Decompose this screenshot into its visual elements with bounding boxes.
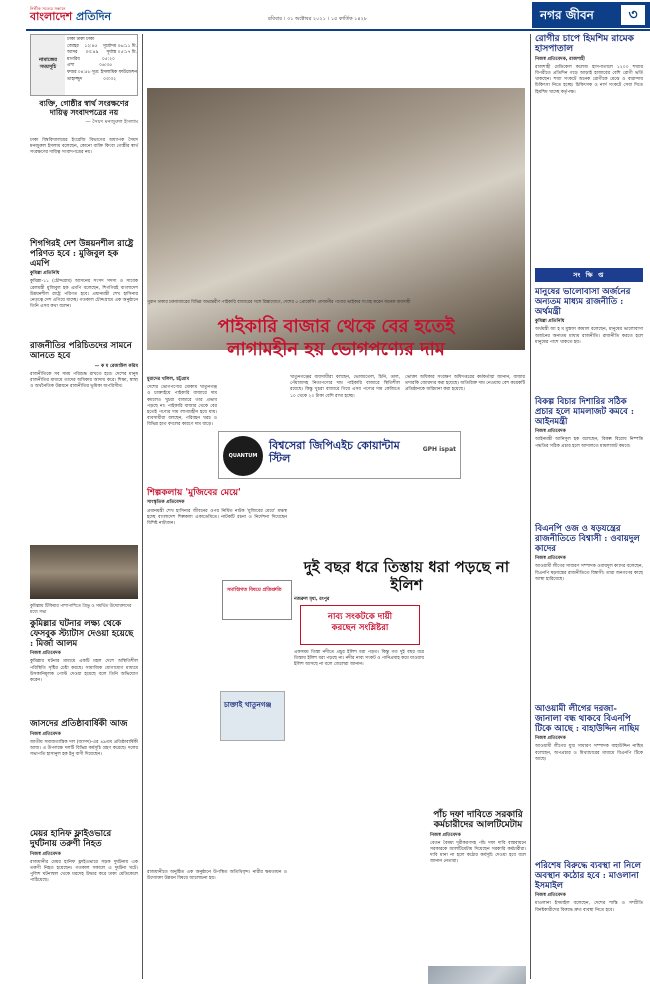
article-shigir — [30, 240, 138, 311]
market-headline-line1: পাইকারি বাজার থেকে বের হতেই — [217, 316, 455, 337]
article-body: মাওলানা ইসমাইল বলেছেন, দেশের শান্তি ও সম্প্রীতি বিনষ্টকারীদের বিরুদ্ধে দ্রুত ব্যবস্থা নিতে হবে। — [535, 901, 643, 913]
article-market-col3 — [405, 375, 525, 394]
article-byline: মুরাদের খলিল, চট্টগ্রাম — [147, 377, 190, 382]
article-body: অর্থমন্ত্রী আ হ ম মুস্তফা কামাল বলেছেন, মানুষের ভালোবাসা অর্জনের অন্যতম মাধ্যম রাজনীতি। রাজনীতি করতে হলে মানুষের পাশে থাকতে হয়। — [535, 327, 643, 345]
article-byline: নিজস্ব প্রতিবেদক — [30, 731, 61, 737]
photo-caption: কুমিল্লায় টিকিয়ার পাশাপাশিতে ত্রিভু ও সমর্থিত উদ্যোক্তাদের মধ্যে সভা — [30, 604, 132, 615]
quote-box — [30, 100, 138, 134]
article-body: বেতন বৈষম্য দূরীকরণসহ পাঁচ দফা দাবি বাস্তবায়নে সরকারকে আলটিমেটাম দিয়েছেন সরকারি কর্মচারীরা। দাবি মানা না হলে কঠোর কর্মসূচি দেওয়া হবে বলে জানান নেতারা। — [430, 840, 526, 865]
market-photo — [147, 88, 525, 350]
article-byline: — ক ম রেজাউল করিম — [94, 363, 138, 369]
article-byline: নিজস্ব প্রতিবেদক — [535, 893, 566, 899]
article-shilpakala — [147, 488, 287, 527]
article-market — [147, 375, 217, 429]
gph-brand: GPH ispat — [422, 446, 456, 453]
article-manush — [535, 288, 643, 346]
inset-label: চাক্তাই খাতুনগঞ্জ — [224, 700, 272, 709]
section-title: নগর জীবন — [540, 8, 594, 22]
article-headline: রাজনীতির পরিচিতদের সামনে আনতে হবে — [30, 341, 132, 361]
article-byline: নিজস্ব প্রতিবেদক — [535, 429, 566, 435]
article-headline: মেয়র হানিফ ফ্লাইওভারে দুর্ঘটনায় তরুণী নিহত — [30, 829, 112, 849]
sankshipta-banner: সং ক্ষি প্ত — [535, 268, 643, 282]
article-body: খাতুনগঞ্জের ব্যবসায়ীরা বলছেন, ভোজ্যতেল, চিনি, ডাল, পেঁয়াজসহ নিত্যপণ্যের দাম পাইকারি বাজারে স্থিতিশীল রয়েছে। কিন্তু খুচরা বাজারে গিয়ে এসব পণ্যের দাম কেজিতে ১০ থেকে ২০ টাকা বেশি রাখা হচ্ছে। — [290, 375, 400, 399]
logo-tagline: নির্ভীক সত্যের সন্ধানে — [30, 6, 66, 11]
article-byline: নিজস্ব প্রতিবেদক — [535, 556, 566, 562]
article-body: ঢাকা বিশ্ববিদ্যালয়ের ইংরেজি বিভাগের অধ্যাপক সৈয়দ মনজুরুল ইসলাম বলেছেন, কোনো ব্যক্তি কিংবা গোষ্ঠীর স্বার্থ সংরক্ষণের দায়িত্ব সংবাদপত্রের নয়। — [30, 138, 138, 156]
ilish-sidebar-line2: করছেন সংশ্লিষ্টরা — [331, 623, 389, 634]
article-headline: শিগগিরই দেশ উন্নয়নশীল রাষ্ট্রে পরিণত হবে : মুজিবুল হক এমপি — [30, 239, 134, 269]
prayer-row: আসর ০৩:৪৯ সূর্যাস্ত ০৫:১৭ মি. — [67, 50, 137, 56]
article-headline: পরিশেষ বিরুদ্ধে ব্যবস্থা না নিলে অবস্থান কঠোর হবে : মাওলানা ইসমাইল — [535, 861, 641, 891]
quote-text: ব্যক্তি, গোষ্ঠীর স্বার্থ সংরক্ষণের দায়িত্ব সংবাদপত্রের নয় — [39, 99, 129, 117]
fish-photo — [428, 966, 526, 984]
article-body: রাজধানীর মেয়র হানিফ ফ্লাইওভারে সড়ক দুর্ঘটনায় এক তরুণী নিহত হয়েছেন। গতকাল সকালে এ দুর্ঘটনা ঘটে। পুলিশ ঘটনাস্থল থেকে মরদেহ উদ্ধার করে ঢাকা মেডিকেলে পাঠিয়েছে। — [30, 859, 138, 884]
prayer-row: মাগরিব ০৫:২০ — [67, 56, 115, 62]
article-ilish-body — [294, 650, 424, 669]
article-body: একসময় তিস্তা নদীতে প্রচুর ইলিশ ধরা পড়ত। কিন্তু গত দুই বছর ধরে তিস্তায় ইলিশ ধরা পড়ছে না। নদীর নাব্য সংকট ও পানিপ্রবাহ কমে যাওয়ায় ইলিশ আসছে না বলে জেলেরা জানান। — [294, 650, 424, 668]
market-inset — [220, 691, 285, 741]
article-headline: কুমিল্লার ঘটনার লক্ষ্য থেকে ফেসবুক স্ট্যাটাস দেওয়া হয়েছে : মির্জা আলম — [30, 619, 134, 649]
column-divider — [530, 34, 531, 979]
article-byline: নিজস্ব প্রতিবেদক — [30, 851, 61, 857]
article-paribesh — [535, 862, 643, 914]
group-photo-text — [147, 870, 287, 882]
prayer-row: জোহর ১২:৪৫ সূর্যোদয় ০৬:১১ মি. — [67, 43, 137, 49]
hospital-ad-text: সমাপ্তিগত বিষয়ে প্রতিশ্রুতি — [227, 587, 282, 593]
gph-advertisement[interactable] — [218, 431, 461, 479]
comilla-photo — [30, 545, 138, 599]
dateline: রবিবার । ৩১ অক্টোবর ২০২১ । ১৫ কার্তিক ১৪২৮ — [268, 16, 368, 22]
article-headline: পাঁচ দফা দাবিতে সরকারি কর্মচারীদের আলটিমেটাম — [433, 810, 523, 831]
article-bnp2 — [535, 705, 643, 763]
article-rajniti — [30, 342, 138, 390]
article-byline: সাংস্কৃতিক প্রতিবেদক — [147, 500, 185, 506]
page-number: ৩ — [621, 5, 645, 25]
column-divider — [142, 34, 143, 979]
article-body: কুমিল্লার ঘটনার মাধ্যমে একটি মহল দেশে অস্থিতিশীল পরিস্থিতি সৃষ্টির চেষ্টা করছে। সামাজিক যোগাযোগ মাধ্যমে উসকানিমূলক পোস্ট দেওয়া হয়েছে বলে তিনি অভিযোগ করেন। — [30, 659, 138, 684]
article-body: আওয়ামী লীগের যুগ্ম সাধারণ সম্পাদক বাহাউদ্দিন নাছিম বলেছেন, অপপ্রচার ও মিথ্যাচারের মাধ্যমে বিএনপি টিকে আছে। — [535, 744, 643, 762]
article-mayor — [30, 830, 138, 885]
article-byline: নিজস্ব প্রতিবেদক — [535, 736, 566, 742]
article-headline: বিকল্প বিচার দিশারির সঠিক প্রচার হলে মামলাজট কমবে : আইনমন্ত্রী — [535, 397, 635, 427]
article-headline: শিল্পকলায় 'মুজিবের মেয়ে' — [147, 488, 241, 498]
newspaper-logo — [30, 6, 124, 24]
article-byline: নিজস্ব প্রতিবেদক, রাজশাহী — [535, 56, 585, 62]
article-body: প্রধানমন্ত্রী শেখ হাসিনার জীবনের ওপর নির্মিত নাটক 'মুজিবের মেয়ে' মঞ্চস্থ হচ্ছে বাংলাদেশ শিল্পকলা একাডেমিতে। নাটকটি রচনা ও নির্দেশনা দিয়েছেন বিশিষ্ট নাট্যজন। — [147, 508, 287, 526]
article-ilish — [294, 595, 384, 605]
prayer-row: ফজর ০৪:৫৮ সূত্র: ইসলামিক ফাউন্ডেশন — [67, 70, 137, 76]
article-byline: নিজস্ব প্রতিবেদক — [30, 651, 61, 657]
article-headline: রোগীর চাপে হিমশিম রামেক হাসপাতাল — [535, 34, 634, 55]
article-body: রাজশাহী মেডিকেল কলেজ হাসপাতালে ১২০০ শয্যার বিপরীতে প্রতিদিন গড়ে আড়াই হাজারের বেশি রোগী ভর্তি থাকছেন। শয্যা সংকটে অনেক রোগীকে মেঝে ও বারান্দায় চিকিৎসা নিতে হচ্ছে। চিকিৎসক ও নার্স সংকটে সেবা দিতে হিমশিম খাচ্ছে কর্তৃপক্ষ। — [535, 64, 643, 95]
ilish-sidebar — [300, 605, 420, 645]
logo-name: বাংলাদেশ প্রতিদিন — [30, 10, 112, 24]
article-body: দেশের ভোগপণ্যের মোকাম খাতুনগঞ্জ ও চাক্তাইয়ে পাইকারি বাজারে দাম কমলেও খুচরা বাজারে তার প্রভাব পড়ছে না। পাইকারি বাজার থেকে বের হতেই পণ্যের দাম লাগামহীন হয়ে যায়। ব্যবসায়ীরা বলছেন, পরিবহন খরচ ও বিভিন্ন হাত বদলের কারণে দাম বাড়ে। — [147, 385, 217, 428]
article-byline: কুমিল্লা প্রতিনিধি — [30, 271, 60, 277]
article-hospital — [535, 34, 643, 96]
article-jashod — [30, 720, 138, 759]
article-byline: কুমিল্লা প্রতিনিধি — [535, 319, 565, 325]
article-body: ভোক্তা অধিকার সংরক্ষণ অধিদপ্তরের কর্মকর্তারা জানান, বাজার তদারকি জোরদার করা হয়েছে। অতিরিক্ত দাম নেওয়ায় বেশ কয়েকটি প্রতিষ্ঠানকে জরিমানা করা হয়েছে। — [405, 375, 525, 393]
prayer-row: তাহাজ্জুদ ০৩:৩২ — [67, 76, 116, 82]
prayer-row: এশা ০৬:৩৫ — [67, 63, 113, 69]
market-headline-line2: লাগামহীন হয় ভোগপণ্যের দাম — [227, 338, 445, 360]
gph-ad-text: বিশ্বসেরা জিপিএইচ কোয়ান্টাম স্টিল — [269, 439, 400, 465]
article-body: রাজনীতিকে সব সময় পরিশুদ্ধ রাখতে হবে। দেশের মানুষ রাজনীতির মাধ্যমে তাদের অধিকার আদায় করে। শিক্ষা, স্বাস্থ্য ও অর্থনৈতিক উন্নয়নে রাজনীতির ভূমিকা অপরিসীম। — [30, 371, 138, 390]
section-badge — [532, 2, 650, 28]
article-byline: নজরুল মৃধা, রংপুর — [294, 597, 330, 602]
article-market-col2 — [290, 375, 400, 400]
article-comilla — [30, 620, 138, 684]
hospital-ad[interactable] — [222, 580, 292, 620]
prayer-title: নামাজের সময়সূচি — [31, 35, 65, 95]
article-headline: জাসদের প্রতিষ্ঠাবার্ষিকী আজ — [30, 719, 128, 729]
article-headline: বিএনপি ওজ ও ষড়যন্ত্রের রাজনীতিতে বিশ্বাসী : ওবায়দুল কাদের — [535, 524, 640, 554]
article-promotion — [430, 810, 526, 866]
article-left-1 — [30, 138, 138, 157]
prayer-header: ঢাকা ঢাকা ঢাকা — [67, 37, 95, 42]
article-byline: নিজস্ব প্রতিবেদক — [430, 832, 461, 838]
ilish-headline: দুই বছর ধরে তিস্তায় ধরা পড়ছে না ইলিশ — [303, 558, 510, 594]
article-headline: মানুষের ভালোবাসা অর্জনের অন্যতম মাধ্যম রাজনীতি : অর্থমন্ত্রী — [535, 287, 631, 317]
article-headline: আওয়ামী লীগের দরজা-জানালা বন্ধ থাকবে বিএনপি টিকে আছে : বাহাউদ্দিন নাছিম — [535, 704, 640, 734]
quote-author: — সৈয়দ মনজুরুল ইসলাম — [85, 119, 138, 126]
prayer-table — [67, 37, 137, 83]
prayer-times-box — [30, 34, 138, 96]
masthead-rule — [26, 29, 650, 31]
market-headline — [147, 316, 525, 368]
article-bikalpa — [535, 398, 643, 450]
article-body: জাতীয় সমাজতান্ত্রিক দল (জাসদ)-এর ৪৯তম প্রতিষ্ঠাবার্ষিকী আজ। এ উপলক্ষে দলটি বিভিন্ন কর্মসূচি গ্রহণ করেছে। দলের সভাপতি হাসানুল হক ইনু বাণী দিয়েছেন। — [30, 739, 138, 758]
ilish-sidebar-line1: নাব্য সংকটকে দায়ী — [327, 612, 393, 622]
article-bnp1 — [535, 525, 643, 583]
article-body: কুমিল্লা-১১ (চৌদ্দগ্রাম) আসনের সংসদ সদস্য ও সাবেক রেলমন্ত্রী মুজিবুল হক এমপি বলেছেন, শিগগিরই বাংলাদেশ উন্নয়নশীল রাষ্ট্রে পরিণত হবে। প্রধানমন্ত্রী শেখ হাসিনার নেতৃত্বে দেশ এগিয়ে যাচ্ছে। গতকাল চৌদ্দগ্রামে এক অনুষ্ঠানে তিনি এসব কথা বলেন। — [30, 279, 138, 310]
article-body: আইনমন্ত্রী আনিসুল হক বলেছেন, বিকল্প বিরোধ নিষ্পত্তি পদ্ধতির সঠিক প্রচার হলে আদালতে মামলাজট কমবে। — [535, 437, 643, 449]
article-body: রাজধানীতে অনুষ্ঠিত এক অনুষ্ঠানে উপস্থিত অতিথিবৃন্দ। নারীর ক্ষমতায়ন ও উদ্যোক্তা উন্নয়ন বিষয়ে আলোচনা হয়। — [147, 870, 287, 882]
market-photo-caption: পুরান ঢাকার চকবাজারের বিভিন্ন অভ্যন্তরীণ পাইকারি বাজারের সঙ্গে রিক্সাযোগে, দেশের ৫ প্রোকেসিং প্রসাধনীর পণ্যের ভাইকার সংগ্রহ করেন অনেক ব্যবসায়ী — [147, 300, 411, 305]
gph-logo: QUANTUM — [223, 436, 263, 476]
article-body: আওয়ামী লীগের সাধারণ সম্পাদক ওবায়দুল কাদের বলেছেন, বিএনপি ষড়যন্ত্রের রাজনীতিতে বিশ্বাসী। তারা জনগণের কাছে আস্থা হারিয়েছে। — [535, 564, 643, 582]
